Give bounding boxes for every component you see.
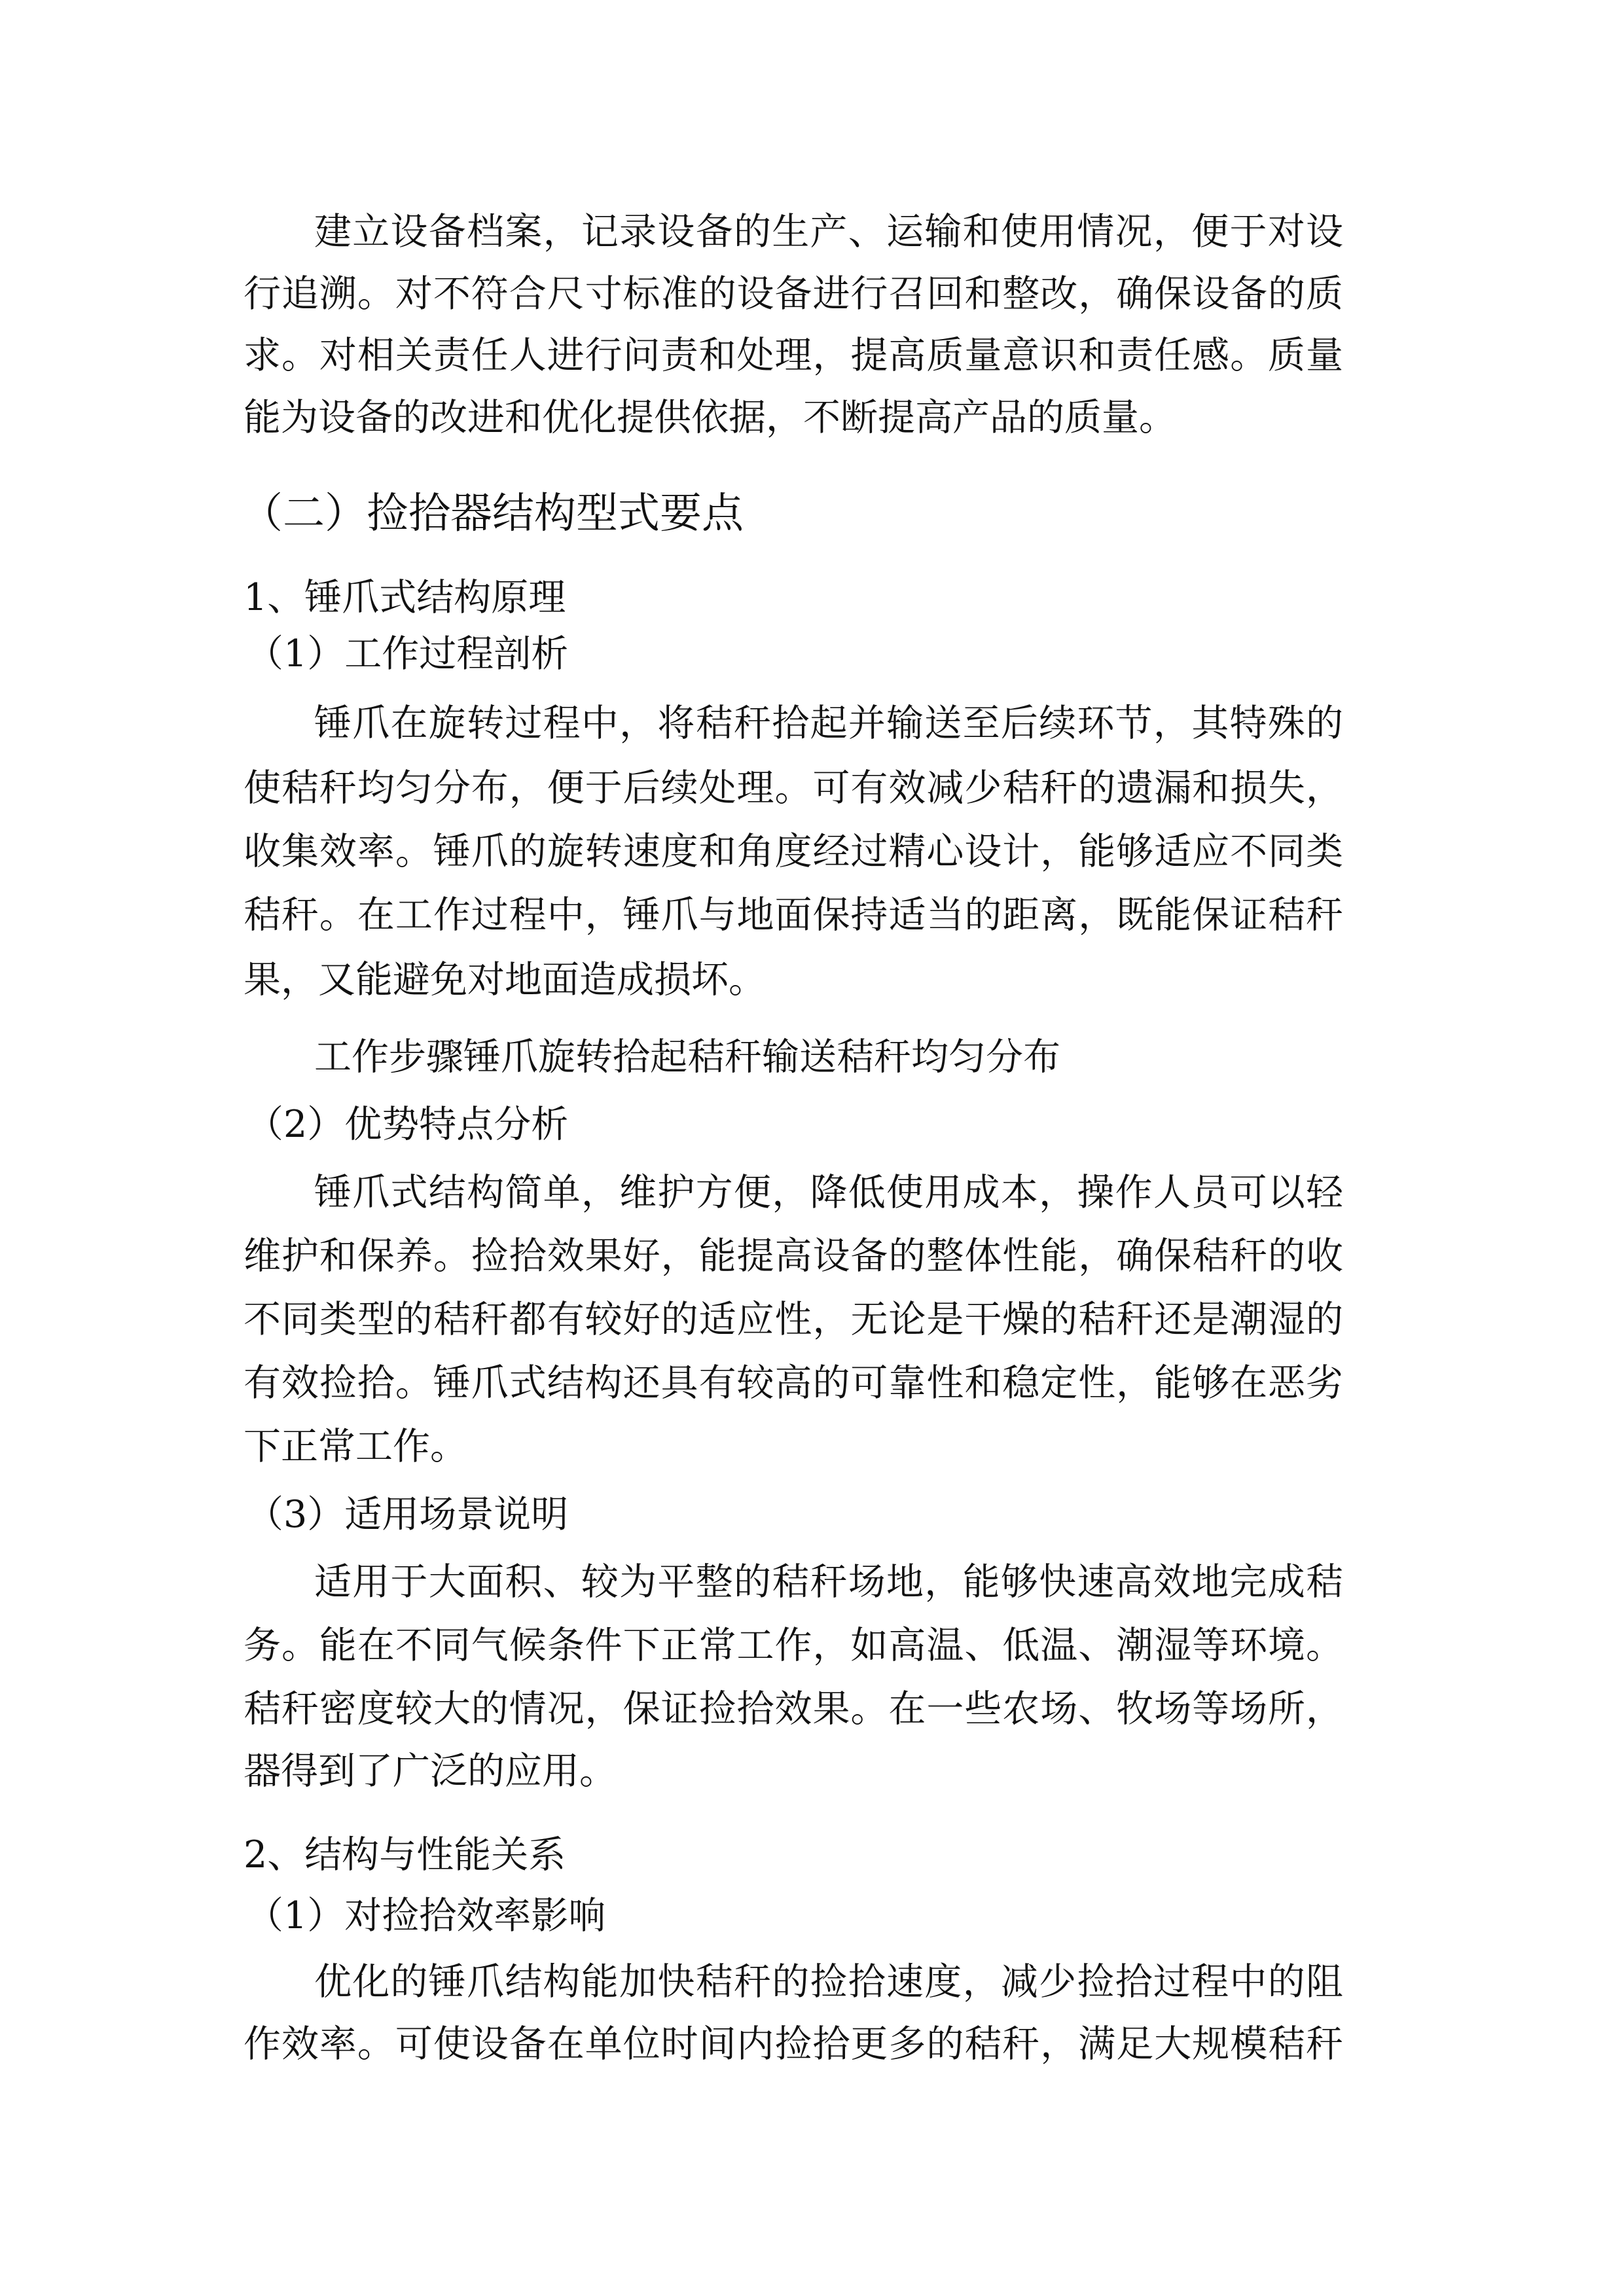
- item-title: （3）适用场景说明: [246, 1493, 569, 1536]
- paragraph-line: 果，又能避免对地面造成损坏。: [244, 958, 766, 1001]
- item-title: （1）工作过程剖析: [246, 632, 569, 675]
- paragraph-line: 锤爪式结构简单，维护方便，降低使用成本，操作人员可以轻: [314, 1171, 1343, 1214]
- paragraph-line: 求。对相关责任人进行问责和处理，提高质量意识和责任感。质量: [244, 334, 1343, 377]
- paragraph-line: 有效捡拾。锤爪式结构还具有较高的可靠性和稳定性，能够在恶劣: [244, 1361, 1343, 1405]
- paragraph-line: 维护和保养。捡拾效果好，能提高设备的整体性能，确保秸秆的收: [244, 1234, 1343, 1278]
- subsection-title: 2、结构与性能关系: [244, 1833, 566, 1876]
- steps-line: 工作步骤锤爪旋转拾起秸秆输送秸秆均匀分布: [314, 1035, 1060, 1079]
- paragraph-line: 秸秆。在工作过程中，锤爪与地面保持适当的距离，既能保证秸秆: [244, 893, 1343, 937]
- paragraph-line: 作效率。可使设备在单位时间内捡拾更多的秸秆，满足大规模秸秆: [244, 2022, 1343, 2066]
- paragraph-line: 行追溯。对不符合尺寸标准的设备进行召回和整改，确保设备的质: [244, 272, 1343, 315]
- paragraph-line: 优化的锤爪结构能加快秸秆的捡拾速度，减少捡拾过程中的阻: [314, 1960, 1343, 2003]
- paragraph-line: 锤爪在旋转过程中，将秸秆拾起并输送至后续环节，其特殊的: [314, 702, 1343, 745]
- paragraph-line: 务。能在不同气候条件下正常工作，如高温、低温、潮湿等环境。: [244, 1624, 1343, 1667]
- item-title: （2）优势特点分析: [246, 1103, 569, 1146]
- paragraph-line: 使秸秆均匀分布，便于后续处理。可有效减少秸秆的遗漏和损失，: [244, 766, 1343, 810]
- paragraph-line: 建立设备档案，记录设备的生产、运输和使用情况，便于对设: [314, 210, 1343, 253]
- paragraph-line: 不同类型的秸秆都有较好的适应性，无论是干燥的秸秆还是潮湿的: [244, 1298, 1343, 1341]
- paragraph-line: 器得到了广泛的应用。: [244, 1749, 617, 1793]
- paragraph-line: 秸秆密度较大的情况，保证捡拾效果。在一些农场、牧场等场所，: [244, 1687, 1343, 1731]
- paragraph-line: 能为设备的改进和优化提供依据，不断提高产品的质量。: [244, 396, 1176, 439]
- paragraph-line: 适用于大面积、较为平整的秸秆场地，能够快速高效地完成秸: [314, 1560, 1343, 1604]
- paragraph-line: 收集效率。锤爪的旋转速度和角度经过精心设计，能够适应不同类: [244, 830, 1343, 873]
- item-title: （1）对捡拾效率影响: [246, 1894, 606, 1937]
- section-heading: （二）捡拾器结构型式要点: [241, 490, 744, 538]
- paragraph-line: 下正常工作。: [244, 1425, 467, 1468]
- subsection-title: 1、锤爪式结构原理: [244, 576, 566, 619]
